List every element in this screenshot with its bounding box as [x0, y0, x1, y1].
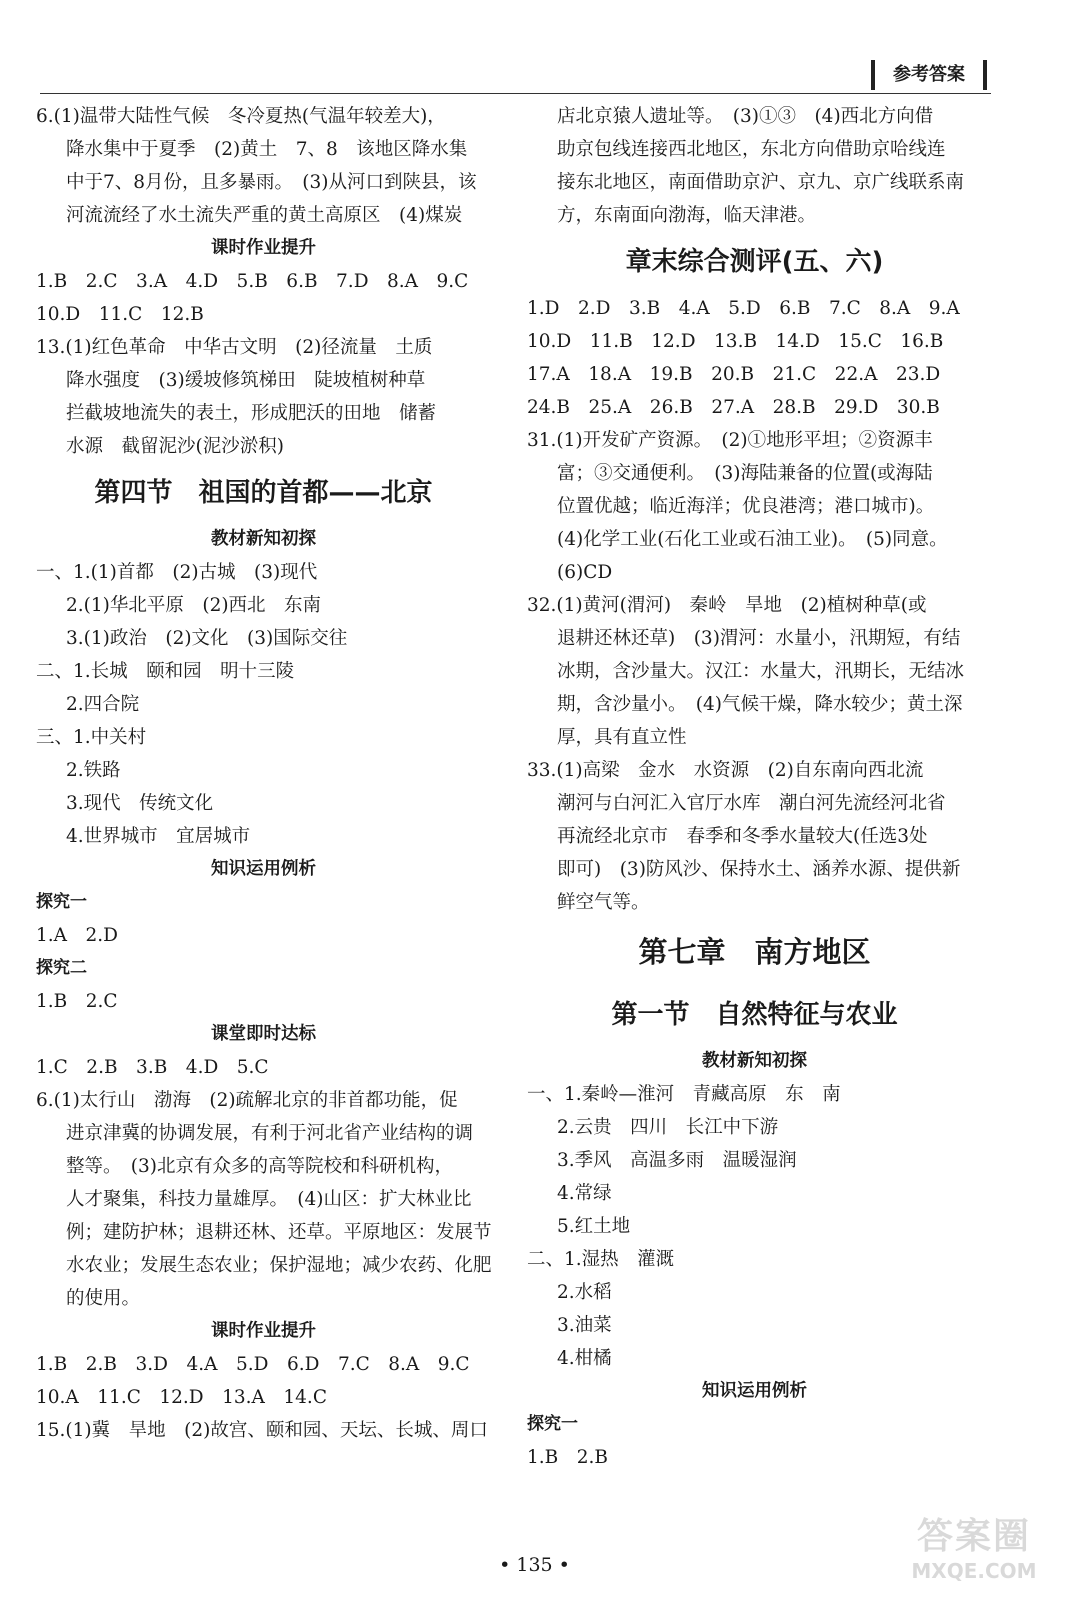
answer-line: 河流流经了水土流失严重的黄土高原区 (4)煤炭 — [66, 205, 463, 226]
section-heading: 第四节 祖国的首都——北京 — [94, 478, 433, 508]
answer-line: 即可) (3)防风沙、保持水土、涵养水源、提供新 — [557, 859, 961, 880]
answer-line: 32.(1)黄河(渭河) 秦岭 旱地 (2)植树种草(或 — [527, 595, 927, 616]
subsection-heading: 教材新知初探 — [211, 529, 316, 549]
answer-line: 潮河与白河汇入官厅水库 潮白河先流经河北省 — [557, 793, 946, 814]
answer-line: 24.B 25.A 26.B 27.A 28.B 29.D 30.B — [527, 397, 940, 418]
answer-line: 进京津冀的协调发展，有利于河北省产业结构的调 — [66, 1123, 474, 1144]
right-column — [527, 100, 982, 1474]
answer-line: 降水集中于夏季 (2)黄土 7、8 该地区降水集 — [66, 139, 468, 160]
answer-line: 助京包线连接西北地区，东北方向借助京哈线连 — [557, 139, 946, 160]
answer-line: 1.A 2.D — [36, 925, 118, 946]
subsection-heading: 课时作业提升 — [211, 238, 316, 258]
answer-line: 4.柑橘 — [557, 1348, 612, 1369]
answer-line: 10.D 11.B 12.D 13.B 14.D 15.C 16.B — [527, 331, 944, 352]
left-column — [36, 100, 491, 1447]
answer-line: 拦截坡地流失的表土，形成肥沃的田地 储蓄 — [66, 403, 437, 424]
answer-line: 4.常绿 — [557, 1183, 612, 1204]
answer-line: 一、1.(1)首都 (2)古城 (3)现代 — [36, 562, 318, 583]
answer-line: 二、1.长城 颐和园 明十三陵 — [36, 661, 295, 682]
answer-line: 5.红土地 — [557, 1216, 631, 1237]
answer-line: 10.A 11.C 12.D 13.A 14.C — [36, 1387, 327, 1408]
answer-line: 接东北地区，南面借助京沪、京九、京广线联系南 — [557, 172, 965, 193]
answer-line: 富；③交通便利。 (3)海陆兼备的位置(或海陆 — [557, 463, 933, 484]
answer-line: 一、1.秦岭—淮河 青藏高原 东 南 — [527, 1084, 841, 1105]
answer-line: 4.世界城市 宜居城市 — [66, 826, 251, 847]
answer-line: 3.油菜 — [557, 1315, 612, 1336]
answer-line: 1.B 2.C 3.A 4.D 5.B 6.B 7.D 8.A 9.C — [36, 271, 469, 292]
answer-line: 1.B 2.B 3.D 4.A 5.D 6.D 7.C 8.A 9.C — [36, 1354, 470, 1375]
answer-line: 人才聚集，科技力量雄厚。 (4)山区：扩大林业比 — [66, 1189, 472, 1210]
answer-line: 1.B 2.C — [36, 991, 118, 1012]
watermark-line1: 答案圈 — [916, 1516, 1031, 1557]
page-number-value: 135 — [516, 1554, 553, 1576]
answer-line: 1.C 2.B 3.B 4.D 5.C — [36, 1057, 269, 1078]
watermark-line2: MXQE.COM — [911, 1559, 1037, 1583]
answer-line: 冰期，含沙量大。汉江：水量大，汛期长，无结冰 — [557, 661, 965, 682]
answer-line: 3.现代 传统文化 — [66, 793, 214, 814]
header-rule — [40, 93, 991, 94]
answer-line: 6.(1)太行山 渤海 (2)疏解北京的非首都功能，促 — [36, 1090, 458, 1111]
answer-line: 17.A 18.A 19.B 20.B 21.C 22.A 23.D — [527, 364, 941, 385]
page-number-dot-left: • — [499, 1554, 511, 1576]
subsection-heading: 教材新知初探 — [702, 1051, 807, 1071]
answer-line: 2.水稻 — [557, 1282, 612, 1303]
answer-line: 方，东南面向渤海，临天津港。 — [557, 205, 817, 226]
answer-line: 三、1.中关村 — [36, 727, 147, 748]
page-number-dot-right: • — [558, 1554, 570, 1576]
answer-line: 例；建防护林；退耕还林、还草。平原地区：发展节 — [66, 1222, 492, 1243]
answer-line: 鲜空气等。 — [557, 892, 650, 913]
answer-line: 二、1.湿热 灌溉 — [527, 1249, 675, 1270]
answer-line: 中于7、8月份，且多暴雨。 (3)从河口到陕县，该 — [66, 172, 477, 193]
subsection-heading: 课堂即时达标 — [211, 1024, 316, 1044]
answer-line: 再流经北京市 春季和冬季水量较大(任选3处 — [557, 826, 928, 847]
answer-line: 整等。 (3)北京有众多的高等院校和科研机构， — [66, 1156, 453, 1177]
answer-line: 31.(1)开发矿产资源。 (2)①地形平坦；②资源丰 — [527, 430, 933, 451]
answer-line: 位置优越；临近海洋；优良港湾；港口城市)。 — [557, 496, 935, 517]
answer-line: 3.(1)政治 (2)文化 (3)国际交往 — [66, 628, 348, 649]
answer-line: 2.铁路 — [66, 760, 121, 781]
answer-line: 6.(1)温带大陆性气候 冬冷夏热(气温年较差大)， — [36, 106, 446, 127]
answer-line: 15.(1)冀 旱地 (2)故宫、颐和园、天坛、长城、周口 — [36, 1420, 488, 1441]
watermark-logo — [899, 1517, 1049, 1592]
probe-label: 探究一 — [527, 1414, 578, 1434]
answer-line: (4)化学工业(石化工业或石油工业)。 (5)同意。 — [557, 529, 948, 550]
answer-line: 2.云贵 四川 长江中下游 — [557, 1117, 779, 1138]
answer-line: 水农业；发展生态农业；保护湿地；减少农药、化肥 — [66, 1255, 492, 1276]
answer-line: 3.季风 高温多雨 温暖湿润 — [557, 1150, 797, 1171]
answer-line: 2.四合院 — [66, 694, 140, 715]
subsection-heading: 课时作业提升 — [211, 1321, 316, 1341]
answer-line: 10.D 11.C 12.B — [36, 304, 204, 325]
chapter-heading: 第七章 南方地区 — [638, 935, 871, 969]
answer-line: 33.(1)高梁 金水 水资源 (2)自东南向西北流 — [527, 760, 924, 781]
probe-label: 探究一 — [36, 892, 87, 912]
section-heading: 章末综合测评(五、六) — [625, 247, 884, 277]
answer-line: 厚，具有直立性 — [557, 727, 687, 748]
answer-line: 降水强度 (3)缓坡修筑梯田 陡坡植树种草 — [66, 370, 426, 391]
answer-line: 13.(1)红色革命 中华古文明 (2)径流量 土质 — [36, 337, 433, 358]
answer-line: 1.D 2.D 3.B 4.A 5.D 6.B 7.C 8.A 9.A — [527, 298, 960, 319]
answer-line: 2.(1)华北平原 (2)西北 东南 — [66, 595, 322, 616]
answer-line: 水源 截留泥沙(泥沙淤积) — [66, 436, 284, 457]
header-answer-tag: 参考答案 — [871, 60, 987, 90]
answer-line: 退耕还林还草) (3)渭河：水量小，汛期短，有结 — [557, 628, 961, 649]
probe-label: 探究二 — [36, 958, 87, 978]
subsection-heading: 知识运用例析 — [211, 859, 316, 879]
answer-line: 1.B 2.B — [527, 1447, 608, 1468]
subsection-heading: 知识运用例析 — [702, 1381, 807, 1401]
answer-line: 的使用。 — [66, 1288, 141, 1309]
answer-line: (6)CD — [557, 562, 613, 583]
answer-line: 店北京猿人遗址等。 (3)①③ (4)西北方向借 — [557, 106, 934, 127]
section-heading: 第一节 自然特征与农业 — [611, 1000, 898, 1030]
answer-line: 期，含沙量小。 (4)气候干燥，降水较少；黄土深 — [557, 694, 963, 715]
